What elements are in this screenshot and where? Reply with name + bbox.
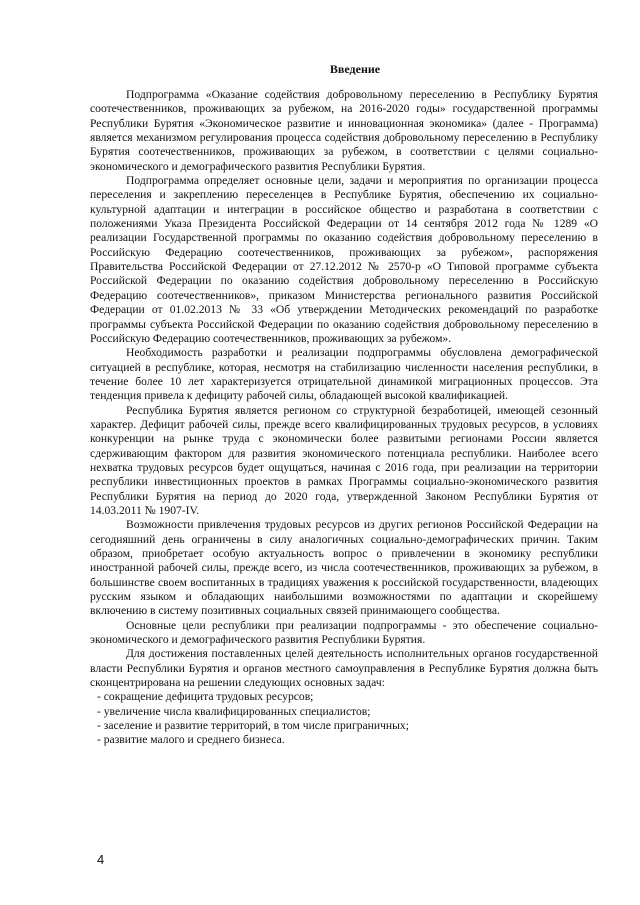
document-body xyxy=(90,88,598,748)
paragraph: Необходимость разработки и реализации подпрограммы обусловлена демографической ситуацией в республике, которая, несмотря на стабилизацию численности населения республики, в течение более 10 лет характеризуется отрицательной динамикой миграционных процессов. Эта тенденция привела к дефициту рабочей силы, обладающей высокой квалификацией. xyxy=(90,346,598,403)
list-item: - заселение и развитие территорий, в том числе приграничных; xyxy=(97,719,409,733)
list-item: - развитие малого и среднего бизнеса. xyxy=(97,733,285,747)
paragraph: Подпрограмма «Оказание содействия добровольному переселению в Республику Бурятия соотечественников, проживающих за рубежом, на 2016-2020 годы» государственной программы Республики Бурятия «Экономическое развитие и инновационная экономика» (далее - Программа) является механизмом регулирования процесса содействия добровольному переселению в Республику Бурятия соотечественников, проживающих за рубежом, в соответствии с целями социально-экономического и демографического развития Республики Бурятия. xyxy=(90,88,598,173)
paragraph: Возможности привлечения трудовых ресурсов из других регионов Российской Федерации на сегодняшний день ограничены в силу аналогичных социально-демографических причин. Таким образом, приобретает особую актуальность вопрос о привлечении в экономику республики иностранной рабочей силы, прежде всего, из числа соотечественников, проживающих за рубежом, в большинстве своем воспитанных в традициях уважения к российской государственности, владеющих русским языком и обладающих наибольшими возможностями по адаптации и скорейшему включению в систему позитивных социальных связей принимающего сообщества. xyxy=(90,518,598,618)
task-list xyxy=(90,690,598,747)
section-title: Введение xyxy=(329,62,381,76)
paragraph: Подпрограмма определяет основные цели, задачи и мероприятия по организации процесса переселения и закреплению переселенцев в Республике Бурятия, обеспечению их социально-культурной адаптации и интеграции в российское общество и разработана в соответствии с положениями Указа Президента Российской Федерации от 14 сентября 2012 года № 1289 «О реализации Государственной программы по оказанию содействия добровольному переселению в Российскую Федерацию соотечественников, проживающих за рубежом», распоряжения Правительства Российской Федерации от 27.12.2012 № 2570-р «О Типовой программе субъекта Российской Федерации по оказанию содействия добровольному переселению в Российскую Федерацию соотечественников», приказом Министерства регионального развития Российской Федерации от 01.02.2013 № 33 «Об утверждении Методических рекомендаций по разработке программы субъекта Российской Федерации по оказанию содействия добровольному переселению в Российскую Федерацию соотечественников, проживающих за рубежом». xyxy=(90,174,598,345)
list-item: - увеличение числа квалифицированных специалистов; xyxy=(97,704,371,718)
list-item: - сокращение дефицита трудовых ресурсов; xyxy=(97,690,314,704)
paragraph: Для достижения поставленных целей деятельность исполнительных органов государственной власти Республики Бурятия и органов местного самоуправления в Республике Бурятия должна быть сконцентрирована на решении следующих основных задач: xyxy=(90,647,598,690)
paragraph: Республика Бурятия является регионом со структурной безработицей, имеющей сезонный характер. Дефицит рабочей силы, прежде всего квалифицированных трудовых ресурсов, в условиях конкуренции на рынке труда с экономически более развитыми регионами России является сдерживающим фактором для развития экономического потенциала республики. Наиболее всего нехватка трудовых ресурсов будет ощущаться, начиная с 2016 года, при реализации на территории республики инвестиционных проектов в рамках Программы социально-экономического развития Республики Бурятия на период до 2020 года, утвержденной Законом Республики Бурятия от 14.03.2011 № 1907-IV. xyxy=(90,403,598,517)
page-number: 4 xyxy=(97,852,105,867)
paragraph: Основные цели республики при реализации подпрограммы - это обеспечение социально-экономического и демографического развития Республики Бурятия. xyxy=(90,618,598,647)
